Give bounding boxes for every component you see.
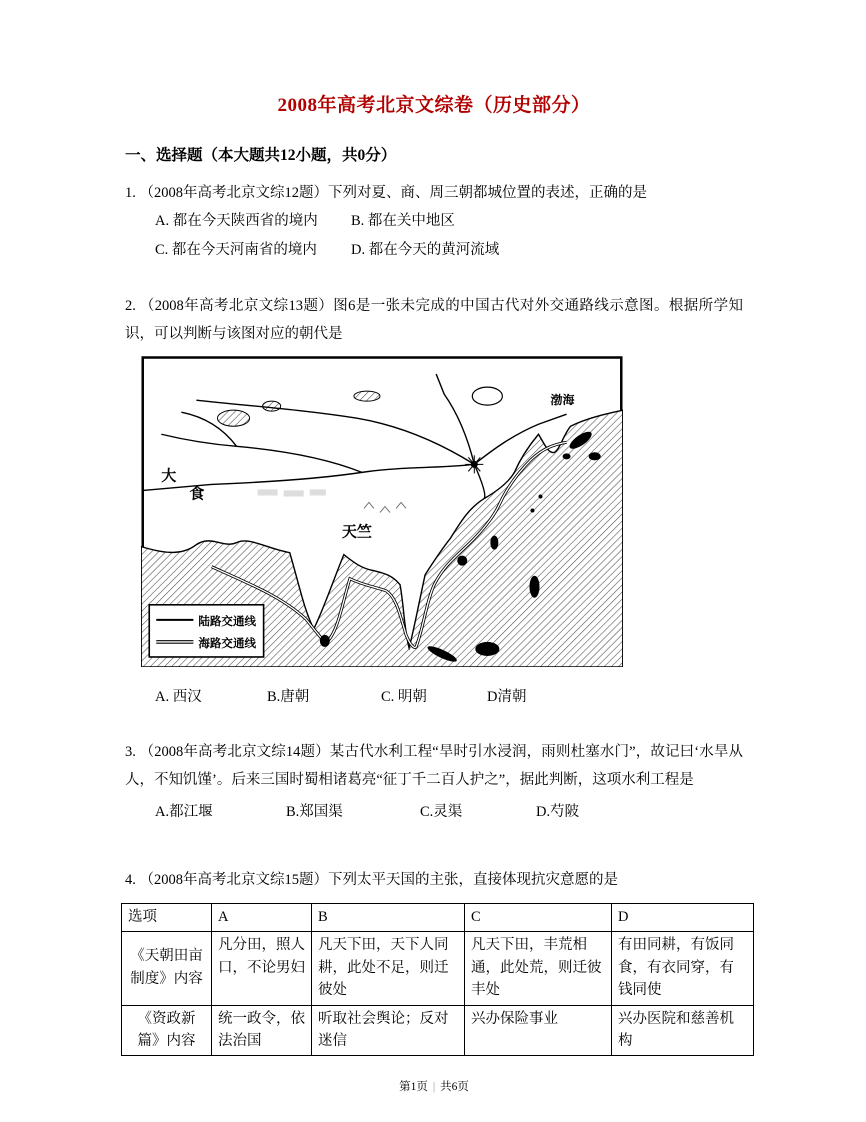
question-2-option-c: C. 明朝 xyxy=(381,689,427,706)
table-row-tianchao xyxy=(122,932,754,1005)
question-3-stem: 3. （2008年高考北京文综14题）某古代水利工程“旱时引水浸润，雨则杜塞水门”，故记曰‘水旱从人，不知饥馑’。后来三国时蜀相诸葛亮“征丁千二百人护之”，据此判断，这项水利工程是 xyxy=(125,743,743,788)
table-cell: 有田同耕，有饭同食，有衣同穿，有钱同使 xyxy=(612,932,754,1005)
question-4-stem: 4. （2008年高考北京文综15题）下列太平天国的主张，直接体现抗灾意愿的是 xyxy=(125,872,618,889)
footer-separator: | xyxy=(432,1081,436,1094)
legend-sea-route-label: 海路交通线 xyxy=(198,638,256,651)
map-legend xyxy=(149,605,263,657)
question-1-option-a: A. 都在今天陕西省的境内 xyxy=(155,213,318,230)
legend-land-route-label: 陆路交通线 xyxy=(198,616,256,629)
faded-label-marks xyxy=(258,493,326,494)
table-cell: 兴办保险事业 xyxy=(465,1005,612,1056)
table-cell: 兴办医院和慈善机构 xyxy=(612,1005,754,1056)
question-4 xyxy=(125,866,743,1056)
q4-comparison-table xyxy=(121,903,754,1057)
question-3-option-d: D.芍陂 xyxy=(536,804,580,821)
question-3 xyxy=(125,738,743,827)
row-label: 《天朝田亩制度》内容 xyxy=(122,932,212,1005)
table-header-row xyxy=(122,903,754,931)
question-3-option-a: A.都江堰 xyxy=(155,804,213,821)
table-row-zizheng xyxy=(122,1005,754,1056)
table-header-c: C xyxy=(465,903,612,931)
question-3-options xyxy=(155,798,743,826)
table-header-b: B xyxy=(312,903,465,931)
question-2 xyxy=(125,292,743,712)
table-header-option: 选项 xyxy=(122,903,212,931)
table-header-d: D xyxy=(612,903,754,931)
page-footer xyxy=(125,1078,743,1094)
question-2-option-a: A. 西汉 xyxy=(155,689,202,706)
table-cell: 凡天下田，丰荒相通，此处荒，则迁彼丰处 xyxy=(465,932,612,1005)
table-header-a: A xyxy=(212,903,312,931)
question-2-stem: 2. （2008年高考北京文综13题）图6是一张未完成的中国古代对外交通路线示意图。根据所学知识，可以判断与该图对应的朝代是 xyxy=(125,297,743,343)
map-label-bohai: 渤海 xyxy=(550,393,575,408)
ancient-trade-route-map-figure xyxy=(141,356,623,667)
state-bubble xyxy=(472,387,502,405)
map-label-dashi-1: 大 xyxy=(161,468,177,485)
ancient-trade-route-map xyxy=(141,356,623,667)
question-2-options xyxy=(155,683,743,711)
map-label-tianzhu: 天竺 xyxy=(341,524,372,541)
question-1-option-b: B. 都在关中地区 xyxy=(351,213,455,230)
question-1 xyxy=(125,179,743,264)
question-1-option-c: C. 都在今天河南省的境内 xyxy=(155,241,317,258)
question-1-option-d: D. 都在今天的黄河流域 xyxy=(351,241,500,258)
lake-north xyxy=(354,391,380,401)
question-3-option-c: C.灵渠 xyxy=(420,804,463,821)
table-cell: 凡分田，照人口，不论男妇 xyxy=(212,932,312,1005)
footer-page-number: 第1页 xyxy=(399,1081,428,1094)
question-2-option-b: B.唐朝 xyxy=(267,689,310,706)
table-cell: 统一政令，依法治国 xyxy=(212,1005,312,1056)
question-3-option-b: B.郑国渠 xyxy=(286,804,343,821)
lake-small xyxy=(263,401,281,411)
question-1-stem: 1. （2008年高考北京文综12题）下列对夏、商、周三朝都城位置的表述，正确的是 xyxy=(125,185,647,201)
footer-total-pages: 共6页 xyxy=(440,1081,469,1094)
table-cell: 听取社会舆论；反对迷信 xyxy=(312,1005,465,1056)
page-title: 2008年高考北京文综卷（历史部分） xyxy=(277,95,591,116)
question-2-option-d: D清朝 xyxy=(487,689,527,706)
table-cell: 凡天下田，天下人同耕，此处不足，则迁彼处 xyxy=(312,932,465,1005)
map-label-dashi-2: 食 xyxy=(189,486,205,503)
section-heading: 一、选择题（本大题共12小题，共0分） xyxy=(125,147,397,164)
row-label: 《资政新篇》内容 xyxy=(122,1005,212,1056)
question-1-options xyxy=(155,207,743,264)
lake-west xyxy=(217,411,249,427)
